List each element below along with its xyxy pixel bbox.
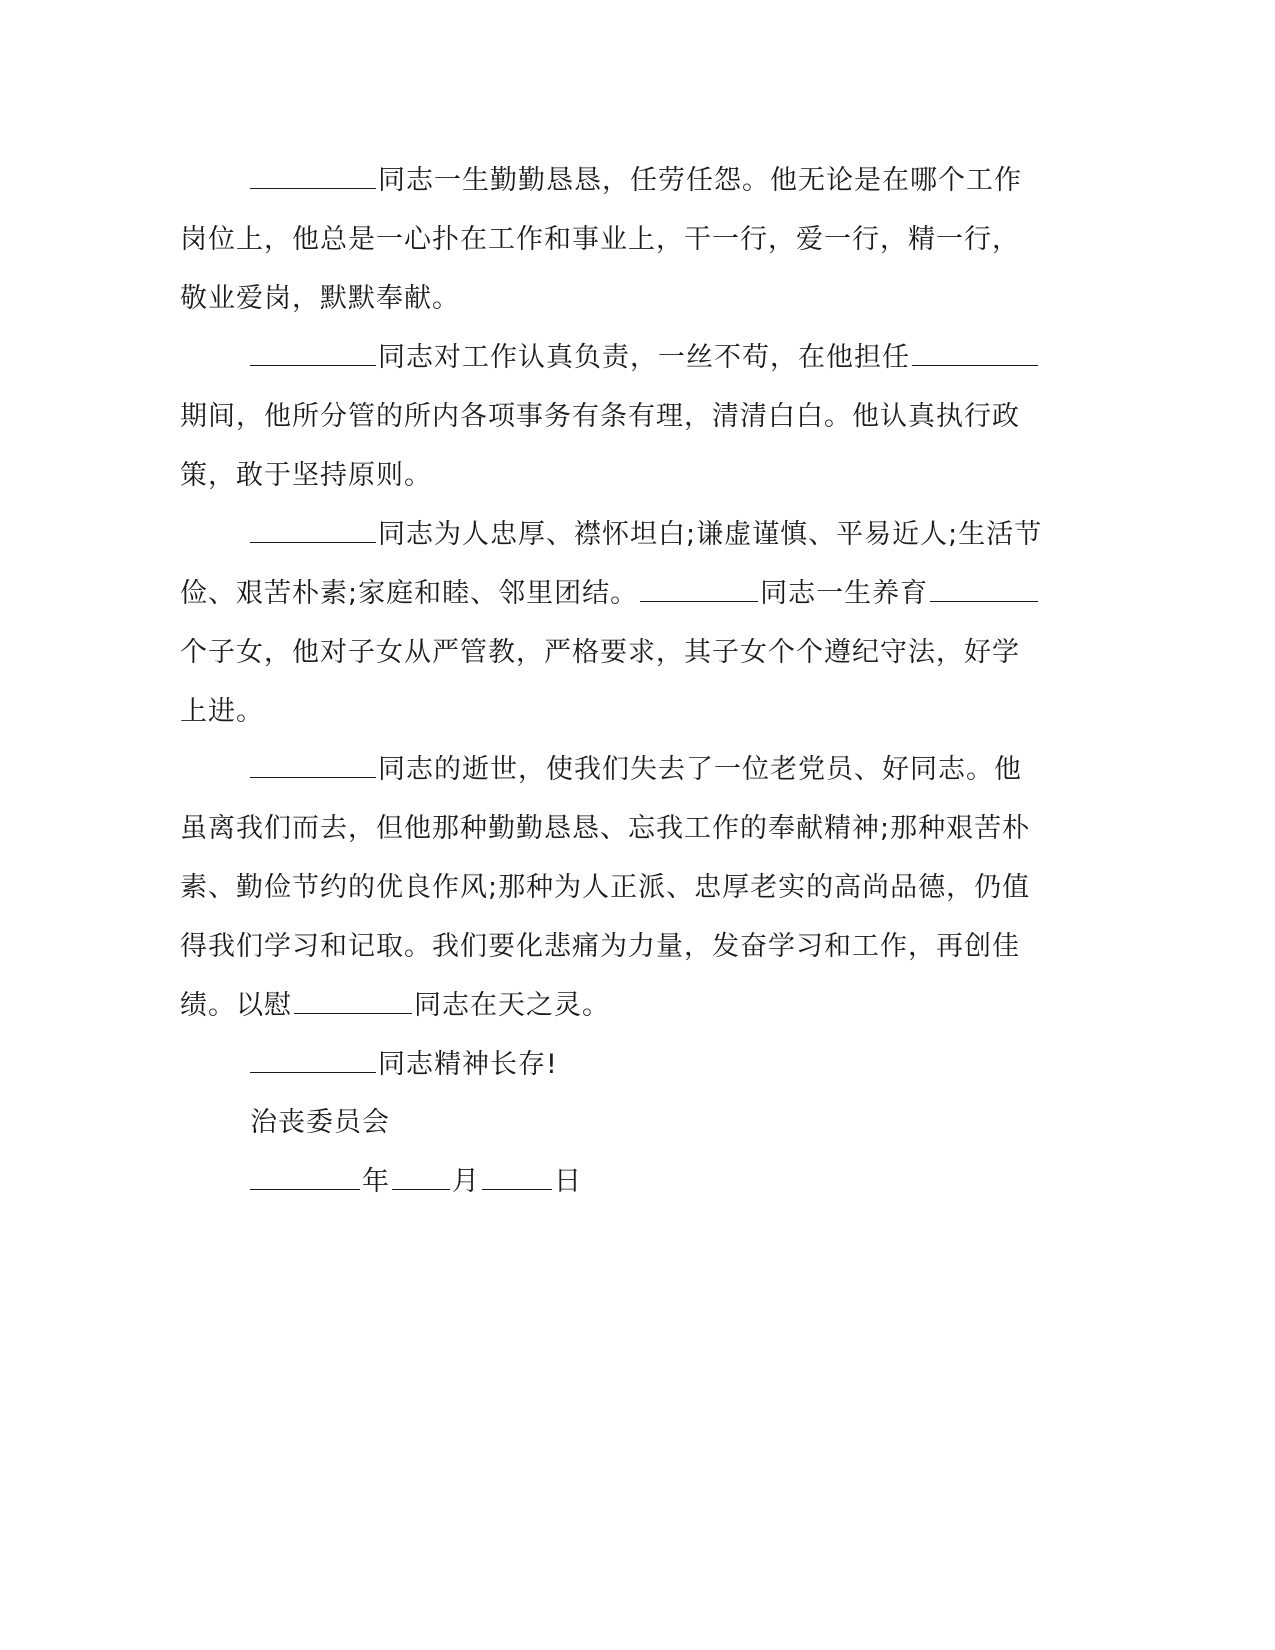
count-blank bbox=[930, 579, 1038, 602]
day-label: 日 bbox=[554, 1166, 582, 1197]
paragraph-1-line-3: 敬业爱岗，默默奉献。 bbox=[180, 283, 460, 314]
paragraph-1-line-1: 同志一生勤勤恳恳，任劳任怨。他无论是在哪个工作 bbox=[248, 163, 1022, 199]
date-line bbox=[248, 1164, 582, 1200]
name-blank bbox=[250, 343, 376, 366]
paragraph-4-line-2: 虽离我们而去，但他那种勤勤恳恳、忘我工作的奉献精神;那种艰苦朴 bbox=[180, 813, 1031, 844]
paragraph-4-line-5: 绩。以慰 同志在天之灵。 bbox=[180, 990, 610, 1021]
paragraph-4-line-1: 同志的逝世，使我们失去了一位老党员、好同志。他 bbox=[248, 752, 1022, 788]
name-blank bbox=[250, 1050, 376, 1073]
paragraph-3-line-3: 个子女，他对子女从严管教，严格要求，其子女个个遵纪守法，好学 bbox=[180, 637, 1020, 668]
day-blank bbox=[482, 1167, 552, 1190]
year-blank bbox=[250, 1167, 360, 1190]
paragraph-1-line-2: 岗位上，他总是一心扑在工作和事业上，干一行，爱一行，精一行， bbox=[180, 224, 1020, 255]
position-blank bbox=[912, 343, 1038, 366]
paragraph-2-line-2: 期间，他所分管的所内各项事务有条有理，清清白白。他认真执行政 bbox=[180, 401, 1020, 432]
paragraph-3-line-1: 同志为人忠厚、襟怀坦白;谦虚谨慎、平易近人;生活节 bbox=[248, 517, 1042, 553]
name-blank bbox=[294, 991, 412, 1014]
paragraph-4-line-3: 素、勤俭节约的优良作风;那种为人正派、忠厚老实的高尚品德，仍值 bbox=[180, 872, 1031, 903]
name-blank bbox=[640, 579, 758, 602]
signature: 治丧委员会 bbox=[250, 1107, 390, 1138]
closing-line: 同志精神长存! bbox=[248, 1047, 558, 1083]
month-blank bbox=[392, 1167, 450, 1190]
name-blank bbox=[250, 520, 376, 543]
paragraph-2-line-3: 策，敢于坚持原则。 bbox=[180, 460, 432, 491]
name-blank bbox=[250, 166, 376, 189]
paragraph-3-line-2: 俭、艰苦朴素;家庭和睦、邻里团结。 同志一生养育 bbox=[180, 576, 1040, 612]
month-label: 月 bbox=[452, 1166, 480, 1197]
paragraph-2-line-1: 同志对工作认真负责，一丝不苟，在他担任 bbox=[248, 340, 1040, 376]
paragraph-3-line-4: 上进。 bbox=[180, 696, 264, 727]
year-label: 年 bbox=[362, 1166, 390, 1197]
paragraph-4-line-4: 得我们学习和记取。我们要化悲痛为力量，发奋学习和工作，再创佳 bbox=[180, 931, 1020, 962]
name-blank bbox=[250, 755, 376, 778]
